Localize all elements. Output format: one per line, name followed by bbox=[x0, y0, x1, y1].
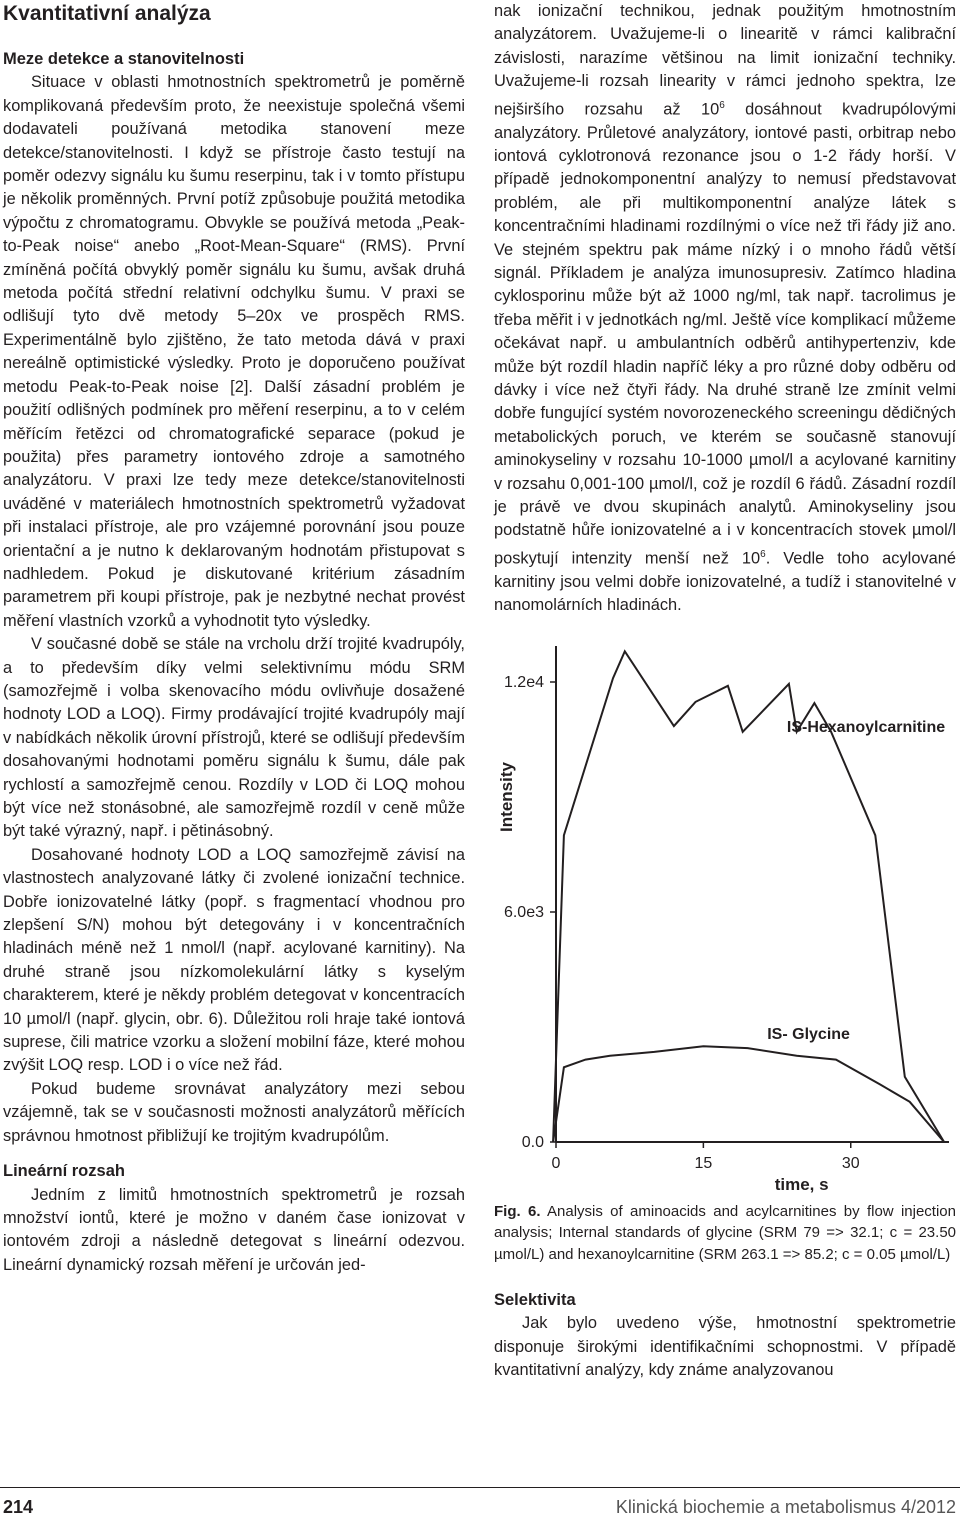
x-tick-label: 0 bbox=[551, 1154, 561, 1172]
superscript: 6 bbox=[719, 99, 725, 111]
text-run: nak ionizační technikou, jednak použitým hmotnostním analyzátorem. Uvažujeme-li o linearitě v rámci kalibrační závislosti, narazíme většinou na limit ionizační techniky. Uvažujeme-li rozsah linearity v rámci jednoho spektra, lze nejširšího rozsahu až 10 bbox=[494, 2, 956, 119]
section-heading-detection-limits: Meze detekce a stanovitelnosti bbox=[3, 50, 245, 68]
paragraph: Jedním z limitů hmotnostních spektrometrů je rozsah množství iontů, které je možno v daném čase ionizovat v iontovém zdroji a následně detegovat s lineární odezvou. Lineární dynamický rozsah měření je určován jed- bbox=[3, 1185, 465, 1274]
figure-caption bbox=[494, 1201, 956, 1266]
paragraph: V současné době se stále na vrcholu drží trojité kvadrupóly, a to především díky velmi selektivnímu módu SRM (samozřejmě i volba skenovacího módu ovlivňuje dosažené hodnoty LOD a LOQ). Firmy prodávající trojité kvadrupóly mají v nabídkách několik úrovní přístrojů, které se odlišují především dosahovanými hodnotami poměru signálu k šumu, dále pak rychlostí a samozřejmě cenou. Rozdíly v LOD či LOQ mohou být více než stonásobné, ale samozřejmě rozdíl v ceně může být také výrazný, např. i pětinásobný. bbox=[3, 635, 465, 841]
x-tick-label: 15 bbox=[694, 1154, 713, 1172]
superscript: 6 bbox=[760, 548, 766, 560]
caption-text: Analysis of aminoacids and acylcarnitines by flow injection analysis; Internal standards of glycine (SRM 79 => 32.1; c = 23.50 µmol/L) and hexanoylcarnitine (SRM 263.1 => 85.2; c = 0.05 µmol/L) bbox=[494, 1202, 956, 1263]
paragraph: Situace v oblasti hmotnostních spektrometrů je poměrně komplikovaná především proto, že neexistuje společná všemi dodavateli používaná metodika stanovení meze detekce/stanovitelnosti. I když se přístroje často testují na poměr odezvy signálu ku šumu reserpinu, tak i v tomto přístupu je několik proměnných. První potíž způsobuje použitá metodika výpočtu z chromatogramu. Obvykle se používá metoda „Peak-to-Peak noise“ anebo „Root-Mean-Square“ (RMS). První zmíněná počítá obvyklý poměr signálu ku šumu, avšak druhá metoda počítá střední relativní odchylku šumu. V praxi se odlišují tyto dvě metody 5–20x ve prospěch RMS. Experimentálně bylo zjištěno, že tato metoda dává v praxi nereálně optimistické výsledky. Proto je doporučeno používat metodu Peak-to-Peak noise [2]. Další zásadní problém je použití odlišných podmínek pro měření reserpinu, a to v celém měřícím řetězci od chromatografické separace (pokud je použita) přes parametry iontového zdroje a samotného analyzátoru. V praxi lze tedy meze detekce/stanovitelnosti uváděné v materiálech hmotnostních spektrometrů vyžadovat při instalaci přístroje, ale pro vzájemné porovnání jsou pouze orientační a je nutno k deklarovaným hodnotám přistupovat s nadhledem. Pokud je diskutované kritérium zásadním parametrem při koupi přístroje, pak je nezbytné nechat provést měření vlastních vzorků a vyhodnotit tyto výsledky. bbox=[3, 73, 465, 630]
paragraph: Jak bylo uvedeno výše, hmotnostní spektrometrie disponuje širokými identifikačními schopnostmi. V případě kvantitativní analýzy, kdy známe analyzovanou bbox=[494, 1314, 956, 1380]
x-axis-label: time, s bbox=[774, 1174, 829, 1194]
y-tick-label: 6.0e3 bbox=[503, 903, 544, 921]
paragraph: Pokud budeme srovnávat analyzátory mezi sebou vzájemně, tak se v současnosti možnosti analyzátorů měřících správnou hmotnost přibližují ke trojitým kvadrupólům. bbox=[3, 1079, 465, 1145]
paragraph: Dosahované hodnoty LOD a LOQ samozřejmě závisí na vlastnostech analyzované látky či zvolené ionizační technice. Dobře ionizovatelné látky (popř. s fragmentací vhodnou pro zlepšení S/N) mohou být detegovány i v koncentračních hladinách méně než 1 nmol/l (např. acylované karnitiny). Na druhé straně jsou nízkomolekulární látky s kyselým charakterem, které je někdy problém detegovat v koncentracích 10 µmol/l (např. glycin, obr. 6). Důležitou roli hraje také iontová suprese, čili matrice vzorku a složení mobilní fáze, které mohou zvýšit LOQ resp. LOD i o více než řád. bbox=[3, 845, 465, 1075]
journal-name: Klinická biochemie a metabolismus 4/2012 bbox=[615, 1497, 956, 1517]
page-number: 214 bbox=[3, 1497, 34, 1517]
y-tick-label: 0.0 bbox=[521, 1133, 544, 1151]
y-tick-label: 1.2e4 bbox=[503, 673, 544, 691]
footer-rule bbox=[0, 1487, 960, 1488]
text-run: dosáhnout kvadrupólovými analyzátory. Průletové analyzátory, iontové pasti, orbitrap nebo iontová cyklotronová rezonance jsou o 1-2 řády horší. V případě jednokomponentní analýzy to nemusí představovat problém, ale při multikomponentní analýze látek s koncentračními hladinami rozdílnými o více než tři řády již ano. Ve stejném spektru pak máme nízký i o mnoho řádů větší signál. Příkladem je analýza imunosupresiv. Zatímco hladina cyklosporinu může být až 1000 ng/ml, tak např. tacrolimus je třeba měřit i v jednotkách ng/ml. Ještě více komplikací můžeme očekávat např. u ambulantních odběrů antihypertenziv, kde může být rozdíl hladin napříč léky a pro různé doby odběru od dávky i více než čtyři řády. Na druhé straně lze zmínit velmi dobře fungující systém novorozeneckého screeningu dědičných metabolických poruch, ve kterém se současně stanovují aminokyseliny v rozsahu 10-1000 µmol/l a acylované karnitiny v rozsahu 0,001-100 µmol/l, což je rozdíl 6 řádů. Zásadní rozdíl je právě ve dvou skupinách analytů. Aminokyseliny jsou podstatně hůře ionizovatelné a i v koncentracích stovek µmol/l poskytují intenzity menší než 10 bbox=[494, 100, 956, 568]
series-line-1 bbox=[553, 1046, 944, 1142]
right-column bbox=[494, 0, 956, 1383]
text-run: . Vedle toho acylované karnitiny jsou velmi dobře ionizovatelné, a tudíž i stanovitelné v nanomolárních hladinách. bbox=[494, 549, 956, 615]
section-heading-linear-range: Lineární rozsah bbox=[3, 1162, 125, 1181]
series-label: IS-Hexanoylcarnitine bbox=[786, 718, 946, 736]
caption-label: Fig. 6. bbox=[494, 1202, 541, 1220]
left-column bbox=[3, 0, 465, 1277]
series-label: IS- Glycine bbox=[767, 1025, 850, 1043]
y-axis-label: Intensity bbox=[497, 761, 516, 832]
figure-6-chart bbox=[494, 636, 956, 1201]
paragraph bbox=[494, 0, 956, 618]
page-title: Kvantitativní analýza bbox=[3, 2, 211, 25]
x-tick-label: 30 bbox=[841, 1154, 860, 1172]
section-heading-selectivity: Selektivita bbox=[494, 1291, 576, 1309]
